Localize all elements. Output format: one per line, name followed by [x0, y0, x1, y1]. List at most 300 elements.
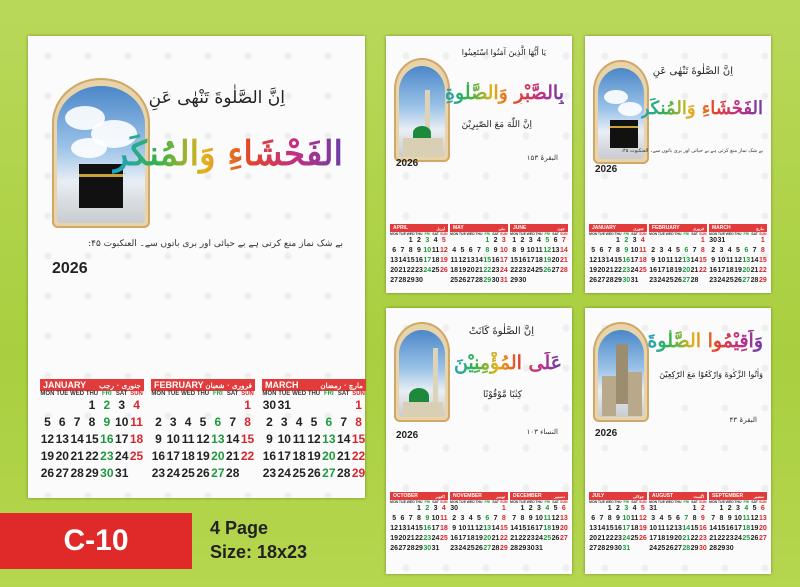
day-cell: 25 [638, 267, 647, 274]
day-cell: 31 [277, 398, 291, 412]
day-cell: 26 [307, 466, 321, 480]
day-cell: 1 [692, 505, 697, 512]
day-cell: 15 [499, 525, 508, 532]
day-cell [543, 276, 551, 286]
day-cell [210, 397, 225, 414]
day-cell: 5 [640, 505, 645, 512]
verse-main-calligraphy: عَلَى المُؤْمِنِيْنَ [453, 352, 562, 374]
weekday-label: FRI [623, 232, 630, 236]
day-cell: 12 [734, 257, 742, 264]
day-cell: 25 [431, 267, 440, 274]
day-cell [458, 504, 466, 514]
day-cell: 4 [545, 505, 550, 512]
day-cell [666, 504, 674, 514]
day-cell [742, 236, 750, 246]
weekday-label: MON [262, 391, 277, 397]
day-cell: 15 [518, 525, 527, 532]
day-cell: 28 [597, 545, 606, 552]
day-cell: 22 [85, 449, 99, 463]
day-cell: 16 [151, 449, 166, 463]
day-cell [639, 544, 647, 554]
day-cell: 22 [510, 267, 519, 274]
day-cell: 7 [493, 515, 498, 522]
weekday-label: MON [450, 500, 459, 504]
weekday-label: SAT [226, 391, 239, 397]
year-label: 2026 [52, 260, 88, 277]
day-cell: 7 [512, 515, 517, 522]
madina-photo [399, 66, 445, 157]
day-cell: 3 [624, 505, 629, 512]
product-code: C-10 [63, 524, 129, 557]
weekday-label: FRI [683, 500, 690, 504]
day-cell: 27 [211, 466, 225, 480]
day-cell: 3 [537, 505, 541, 512]
weekday-label: TUE [657, 500, 665, 504]
day-cell: 22 [605, 535, 614, 542]
day-cell: 28 [226, 466, 240, 480]
day-cell: 17 [622, 525, 631, 532]
month-name: AUGUST [652, 493, 674, 499]
day-cell: 18 [630, 525, 639, 532]
day-cell: 5 [736, 247, 740, 254]
day-cell: 25 [665, 277, 674, 284]
weekday-label: WED [725, 232, 734, 236]
day-cell: 14 [398, 257, 407, 264]
day-cell: 19 [40, 449, 55, 463]
day-cell: 9 [624, 247, 629, 254]
weekday-label: FRI [743, 500, 750, 504]
day-cell: 27 [398, 545, 407, 552]
weekday-label: SAT [691, 232, 698, 236]
day-cell: 7 [607, 247, 612, 254]
day-grid [390, 236, 448, 286]
weekday-label: TUE [278, 391, 291, 397]
madina-photo-frame [394, 322, 450, 422]
day-cell: 12 [665, 525, 674, 532]
month-header [510, 224, 568, 232]
month-name: DECEMBER [513, 493, 542, 499]
day-cell: 16 [614, 525, 622, 532]
day-cell: 10 [734, 515, 742, 522]
weekday-label: TUE [458, 500, 466, 504]
day-cell: 13 [390, 257, 399, 264]
month-march [262, 379, 366, 482]
day-cell: 30 [262, 398, 277, 412]
weekday-label: WED [605, 232, 614, 236]
day-cell [560, 276, 568, 286]
day-cell: 5 [199, 415, 207, 429]
day-cell: 26 [750, 535, 759, 542]
day-grid [510, 236, 568, 286]
weekday-label: SAT [337, 391, 350, 397]
day-cell: 23 [151, 466, 166, 480]
day-cell: 24 [630, 267, 639, 274]
day-cell: 15 [605, 525, 614, 532]
weekday-label: SUN [130, 391, 143, 397]
weekday-label: SUN [699, 500, 707, 504]
day-cell: 9 [425, 515, 430, 522]
day-cell: 27 [55, 466, 69, 480]
day-cell: 15 [406, 257, 415, 264]
day-cell: 19 [665, 535, 674, 542]
day-cell: 24 [734, 535, 742, 542]
weekday-label: FRI [544, 500, 551, 504]
day-cell: 9 [651, 257, 656, 264]
weekday-label: MON [40, 391, 55, 397]
verse-top-text: يَا أَيُّهَا الَّذِينَ آمَنُوا اسْتَعِينُوا [461, 48, 546, 57]
day-cell: 15 [351, 432, 366, 446]
day-grid [450, 236, 508, 286]
day-cell: 27 [559, 535, 568, 542]
month-name: MARCH [712, 225, 731, 231]
month-header [709, 492, 767, 500]
calendar-page-jul-sep [585, 308, 771, 574]
day-cell: 26 [439, 267, 448, 274]
weekday-label: MON [709, 232, 718, 236]
weekday-label: WED [406, 232, 415, 236]
day-cell: 15 [758, 257, 767, 264]
day-cell: 13 [682, 257, 691, 264]
day-cell: 26 [674, 277, 682, 284]
day-cell [597, 504, 605, 514]
day-cell: 18 [181, 449, 195, 463]
day-cell: 3 [433, 505, 438, 512]
day-cell [458, 236, 466, 246]
day-cell [40, 397, 55, 414]
pages-count: 4 Page [210, 518, 269, 538]
day-cell [483, 504, 491, 514]
day-cell: 1 [244, 398, 251, 412]
day-cell: 9 [520, 247, 525, 254]
day-cell: 14 [690, 257, 699, 264]
month-name-urdu: مارچ · رمضان [320, 380, 363, 390]
day-cell: 3 [632, 237, 637, 244]
weekday-label: MON [151, 391, 166, 397]
day-cell: 20 [742, 267, 751, 274]
day-cell: 12 [674, 257, 682, 264]
day-cell: 23 [622, 267, 631, 274]
day-cell: 5 [441, 237, 446, 244]
day-cell: 13 [398, 525, 407, 532]
day-cell: 6 [214, 415, 222, 429]
day-cell: 21 [597, 535, 606, 542]
day-cell: 30 [491, 277, 500, 284]
day-cell: 18 [466, 535, 475, 542]
day-cell: 28 [709, 545, 718, 552]
day-cell: 31 [115, 466, 129, 480]
day-cell: 1 [760, 237, 765, 244]
day-cell: 2 [417, 237, 421, 244]
day-cell: 19 [458, 267, 467, 274]
day-cell: 29 [614, 277, 622, 284]
day-cell: 20 [559, 525, 568, 532]
day-cell: 22 [415, 535, 423, 542]
weekday-label: MON [390, 500, 399, 504]
day-cell: 7 [73, 415, 81, 429]
day-cell: 12 [475, 525, 483, 532]
day-cell: 29 [351, 466, 366, 480]
day-cell: 3 [169, 415, 177, 429]
day-cell: 7 [752, 247, 757, 254]
day-cell: 15 [483, 257, 492, 264]
day-cell [551, 276, 559, 286]
makkah-tower-photo [598, 330, 644, 417]
day-cell [657, 236, 665, 246]
day-grid [589, 504, 647, 554]
day-cell [666, 236, 674, 246]
day-cell: 30 [450, 505, 459, 512]
day-cell [431, 276, 439, 286]
day-cell [639, 276, 647, 286]
day-cell [307, 397, 322, 414]
month-name: JANUARY [43, 380, 87, 390]
day-cell: 20 [758, 525, 767, 532]
month-name-urdu: نومبر [496, 493, 505, 499]
day-cell [709, 504, 717, 514]
day-cell: 22 [690, 535, 699, 542]
month-header [151, 379, 255, 391]
day-cell: 16 [423, 525, 432, 532]
day-cell: 18 [742, 525, 751, 532]
day-cell: 31 [499, 277, 508, 284]
day-cell: 18 [665, 267, 674, 274]
day-cell: 21 [682, 535, 691, 542]
day-cell: 2 [425, 505, 430, 512]
day-cell: 18 [543, 525, 552, 532]
month-name-urdu: مئی [498, 225, 505, 231]
day-cell: 23 [262, 466, 277, 480]
day-cell: 17 [657, 267, 666, 274]
day-cell: 1 [520, 505, 525, 512]
day-cell: 30 [100, 466, 114, 480]
month-header [450, 224, 508, 232]
day-cell: 6 [684, 247, 689, 254]
calendar-page-apr-jun [386, 36, 572, 293]
day-cell: 8 [700, 247, 705, 254]
day-cell [336, 397, 351, 414]
day-cell: 5 [553, 505, 558, 512]
verse-sub-text: كِتٰبًا مَّوْقُوْتًا [483, 390, 522, 400]
day-cell: 29 [605, 545, 614, 552]
day-cell: 14 [70, 432, 84, 446]
day-cell: 18 [450, 267, 459, 274]
day-cell: 23 [614, 535, 622, 542]
month-header [649, 224, 707, 232]
day-cell [734, 544, 742, 554]
weekday-label: TUE [518, 500, 526, 504]
weekday-label: SAT [115, 391, 128, 397]
day-cell: 17 [423, 257, 432, 264]
weekday-label: TUE [657, 232, 665, 236]
day-cell: 21 [475, 267, 483, 274]
day-grid [649, 236, 707, 286]
day-cell [699, 276, 707, 286]
day-cell: 23 [415, 267, 423, 274]
day-cell: 26 [196, 466, 210, 480]
day-cell: 21 [337, 449, 351, 463]
day-cell [407, 504, 415, 514]
madina-photo [399, 330, 445, 417]
day-cell: 12 [390, 525, 399, 532]
day-cell [560, 544, 568, 554]
day-grid [709, 504, 767, 554]
day-cell: 11 [726, 257, 734, 264]
day-cell: 24 [431, 535, 440, 542]
day-cell: 1 [485, 237, 490, 244]
day-cell: 24 [277, 466, 291, 480]
month-name: FEBRUARY [652, 225, 680, 231]
day-cell: 1 [408, 237, 413, 244]
day-cell: 29 [717, 545, 726, 552]
day-cell: 20 [483, 535, 492, 542]
day-cell: 17 [734, 525, 742, 532]
verse-sub-text: وَاٰتُوا الزَّكٰوةَ وَارْكَعُوْا مَعَ الرّٰكِعِيْنَ [659, 370, 763, 379]
day-cell: 29 [758, 277, 767, 284]
day-cell: 27 [682, 277, 691, 284]
day-cell: 29 [85, 466, 99, 480]
day-cell: 17 [535, 525, 543, 532]
day-cell: 29 [510, 277, 519, 284]
day-cell [491, 504, 499, 514]
day-cell: 15 [698, 257, 707, 264]
day-cell: 4 [433, 237, 438, 244]
day-cell [70, 397, 85, 414]
day-cell: 23 [709, 277, 718, 284]
day-cell: 4 [659, 515, 664, 522]
day-cell: 14 [709, 525, 718, 532]
day-cell [467, 504, 475, 514]
weekday-label: SUN [699, 232, 707, 236]
day-cell: 7 [684, 515, 689, 522]
day-cell: 10 [423, 247, 432, 254]
weekday-label: FRI [484, 232, 491, 236]
day-cell: 11 [666, 257, 674, 264]
calendar-page-large [28, 36, 365, 498]
weekday-label: SUN [440, 232, 448, 236]
size-label: Size: 18x23 [210, 542, 308, 562]
weekday-label: THU [475, 232, 483, 236]
day-cell: 14 [475, 257, 483, 264]
day-cell: 27 [589, 545, 598, 552]
day-cell [551, 544, 559, 554]
day-cell: 28 [337, 466, 351, 480]
month-name-urdu: ستمبر [753, 493, 764, 499]
day-cell [535, 276, 543, 286]
weekday-label: MON [589, 500, 598, 504]
verse-translation: بے شک نماز منع کرتی ہے بے حیائی اور بری باتوں سے۔ العنکبوت ۴۵: [621, 148, 763, 154]
verse-sub-text: اِنَّ اللّٰهَ مَعَ الصّٰبِرِيْنَ [461, 120, 532, 130]
weekday-label: THU [734, 232, 742, 236]
weekday-label: SUN [639, 232, 647, 236]
day-cell: 24 [657, 277, 666, 284]
day-cell: 18 [535, 257, 543, 264]
day-cell: 11 [130, 415, 143, 429]
day-cell: 9 [616, 515, 620, 522]
weekday-label: SUN [639, 500, 647, 504]
day-cell: 13 [211, 432, 225, 446]
day-cell: 26 [475, 545, 483, 552]
day-cell: 1 [501, 505, 506, 512]
day-cell: 14 [406, 525, 415, 532]
day-cell: 7 [561, 237, 566, 244]
day-cell: 26 [458, 277, 467, 284]
day-cell: 7 [229, 415, 237, 429]
day-cell: 1 [417, 505, 421, 512]
day-cell: 24 [717, 277, 726, 284]
month-name: MAY [453, 225, 464, 231]
day-cell: 1 [88, 398, 96, 412]
day-cell: 16 [450, 535, 459, 542]
year-label: 2026 [595, 164, 618, 175]
day-cell [398, 504, 406, 514]
month-header [589, 224, 647, 232]
day-cell: 18 [657, 535, 666, 542]
day-cell: 17 [649, 535, 658, 542]
day-cell: 25 [657, 545, 666, 552]
day-cell: 28 [491, 545, 500, 552]
day-cell [166, 397, 181, 414]
day-cell: 2 [520, 237, 525, 244]
weekday-label: FRI [544, 232, 551, 236]
weekday-label: SAT [492, 232, 499, 236]
day-cell [390, 504, 398, 514]
month-february [649, 224, 707, 286]
day-cell: 5 [676, 247, 680, 254]
day-cell: 5 [44, 415, 51, 429]
day-cell: 26 [734, 277, 742, 284]
day-cell [510, 504, 518, 514]
day-cell: 17 [526, 257, 535, 264]
month-header [262, 379, 366, 391]
day-cell: 30 [526, 545, 535, 552]
day-cell: 6 [553, 237, 558, 244]
day-cell: 10 [526, 247, 535, 254]
month-name: MARCH [265, 380, 299, 390]
day-cell: 6 [599, 247, 604, 254]
day-cell: 26 [665, 545, 674, 552]
day-cell: 18 [129, 432, 144, 446]
month-name: SEPTEMBER [712, 493, 744, 499]
day-cell: 30 [622, 277, 631, 284]
day-cell: 6 [591, 515, 596, 522]
month-january [40, 379, 144, 482]
day-cell: 19 [734, 267, 742, 274]
day-cell: 25 [742, 535, 751, 542]
weekday-label: FRI [623, 500, 630, 504]
day-cell: 8 [760, 247, 765, 254]
day-cell: 15 [614, 257, 622, 264]
day-cell: 12 [589, 257, 598, 264]
day-cell: 3 [425, 237, 430, 244]
day-cell: 30 [518, 277, 527, 284]
weekday-label: SAT [552, 232, 559, 236]
day-cell: 3 [501, 237, 506, 244]
day-cell [589, 236, 597, 246]
day-cell: 25 [129, 449, 144, 463]
day-cell: 20 [682, 267, 691, 274]
day-cell: 2 [452, 515, 457, 522]
day-cell: 3 [280, 415, 288, 429]
day-cell: 17 [277, 449, 291, 463]
weekday-label: WED [466, 500, 475, 504]
verse-reference: البقرۃ ۴۳ [729, 416, 757, 424]
month-name-urdu: جولائی [632, 493, 644, 499]
calendar-page-jan-mar [585, 36, 771, 293]
day-cell: 10 [717, 257, 726, 264]
day-cell [682, 504, 690, 514]
day-cell: 4 [184, 415, 192, 429]
day-cell: 14 [226, 432, 240, 446]
